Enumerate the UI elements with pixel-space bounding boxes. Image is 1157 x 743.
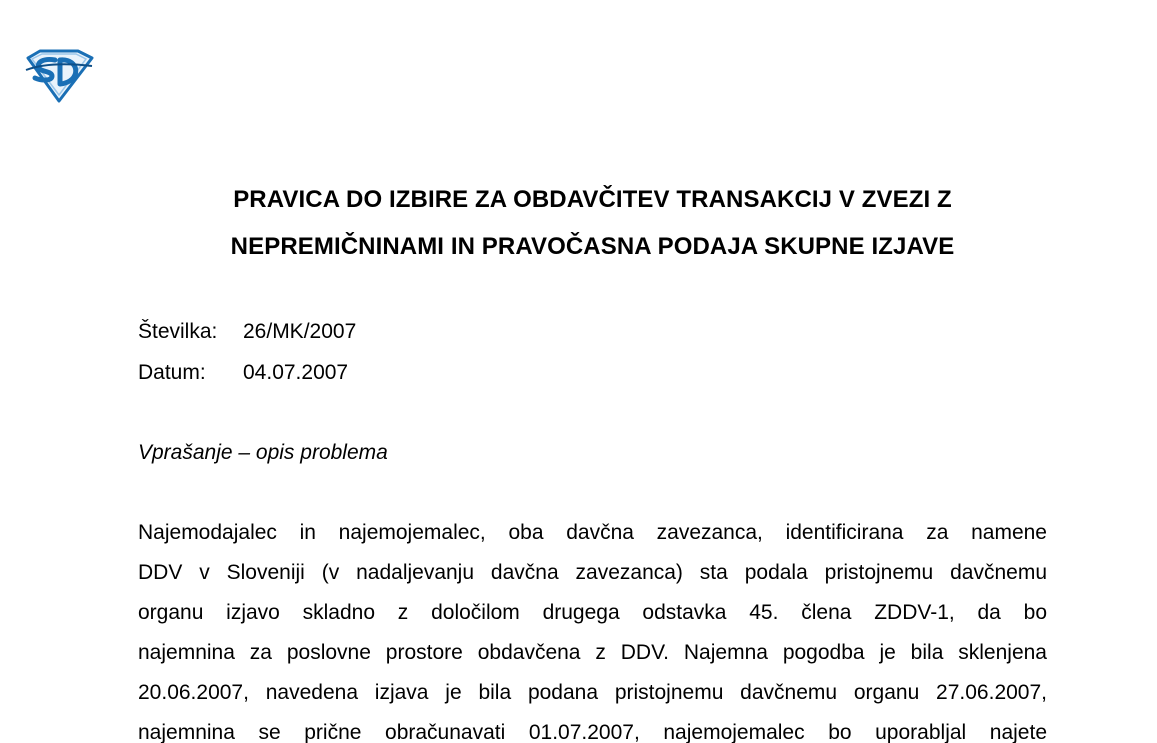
- paragraph-line: organu izjavo skladno z določilom drugega odstavka 45. člena ZDDV-1, da bo: [138, 601, 1047, 624]
- number-value: 26/MK/2007: [243, 320, 357, 343]
- document-title-line-2: NEPREMIČNINAMI IN PRAVOČASNA PODAJA SKUPNE IZJAVE: [230, 233, 955, 260]
- sd-logo: [22, 48, 96, 104]
- paragraph-line: 20.06.2007, navedena izjava je bila podana pristojnemu davčnemu organu 27.06.2007,: [138, 681, 1047, 704]
- paragraph-line: Najemodajalec in najemojemalec, oba davčna zavezanca, identificirana za namene: [138, 521, 1047, 544]
- date-label: Datum:: [138, 361, 206, 384]
- body-paragraph: [138, 519, 1047, 743]
- paragraph-line: najemnina se prične obračunavati 01.07.2007, najemojemalec bo uporabljal najete: [138, 721, 1047, 743]
- date-value: 04.07.2007: [243, 361, 349, 384]
- document-title-line-1: PRAVICA DO IZBIRE ZA OBDAVČITEV TRANSAKCIJ V ZVEZI Z: [233, 186, 952, 213]
- meta-date-row: [138, 360, 348, 386]
- paragraph-line: DDV v Sloveniji (v nadaljevanju davčna zavezanca) sta podala pristojnemu davčnemu: [138, 561, 1047, 584]
- meta-number-row: [138, 319, 356, 345]
- paragraph-line: najemnina za poslovne prostore obdavčena z DDV. Najemna pogodba je bila sklenjena: [138, 641, 1047, 664]
- section-heading: Vprašanje – opis problema: [138, 441, 388, 464]
- number-label: Številka:: [138, 320, 218, 343]
